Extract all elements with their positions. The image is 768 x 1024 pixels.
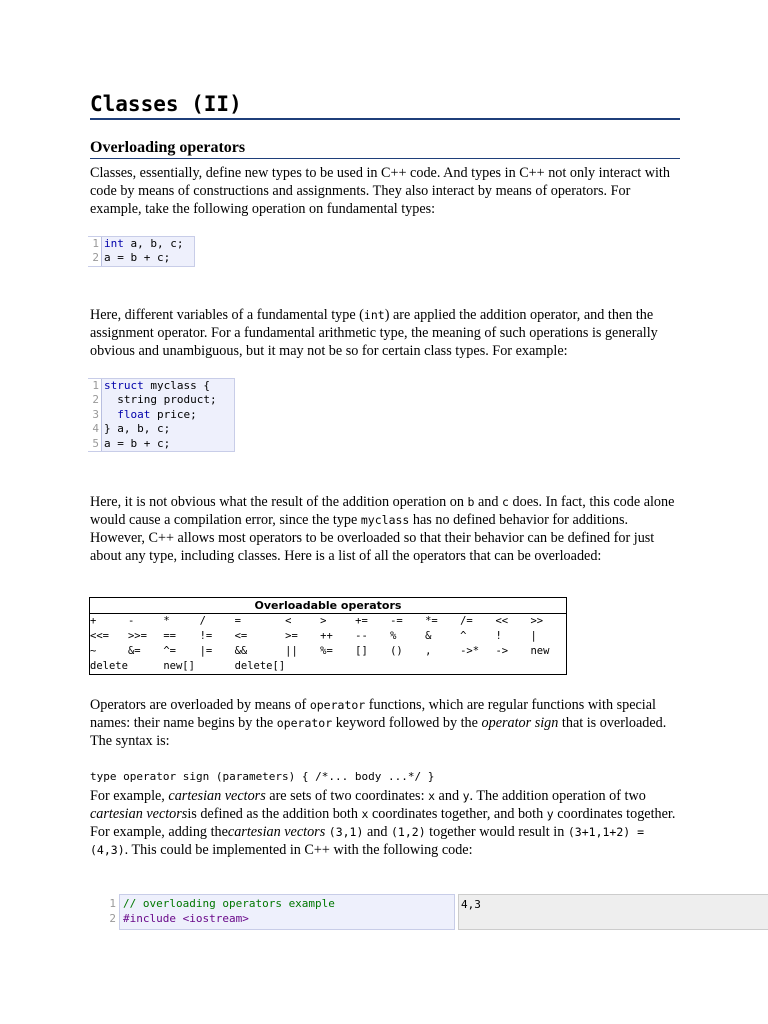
- line-number: 1: [92, 379, 99, 392]
- code-frame: [88, 378, 235, 452]
- text: . The addition operation of two: [469, 788, 646, 804]
- line-number: 2: [109, 912, 116, 925]
- line-numbers: [100, 896, 116, 926]
- inline-code: int: [363, 308, 385, 322]
- emphasis: operator sign: [481, 715, 559, 731]
- table-cell: --: [355, 630, 368, 642]
- table-cell: []: [355, 645, 368, 657]
- text: Operators are overloaded by means of: [90, 697, 310, 713]
- title-rule: [90, 118, 680, 120]
- text: keyword followed by the: [332, 715, 482, 731]
- text: that is overloaded. The syntax is:: [90, 715, 667, 749]
- paragraph-intro: Classes, essentially, define new types to be used in C++ code. And types in C++ not only interact with code by means of constructions and assignments. They also interact by means of operators. For example, take the following operation on fundamental types:: [90, 165, 670, 217]
- table-cell: [530, 659, 566, 674]
- table-cell: +: [90, 615, 97, 627]
- table-cell: [355, 659, 390, 674]
- table-cell: !: [495, 630, 502, 642]
- table-header: Overloadable operators: [90, 598, 566, 614]
- table-cell: >>=: [127, 630, 147, 642]
- text: together would result in: [425, 824, 568, 840]
- section-title: Overloading operators: [90, 139, 246, 156]
- table-cell: <: [285, 615, 292, 627]
- table-cell: new: [530, 645, 550, 657]
- line-number: 1: [92, 237, 99, 250]
- table-cell: /: [199, 615, 206, 627]
- table-row: [90, 614, 566, 630]
- code-line: a = b + c;: [101, 251, 194, 265]
- keyword: struct: [104, 379, 144, 392]
- table-cell: >: [320, 615, 327, 627]
- inline-code: x: [428, 789, 435, 803]
- table-cell: =: [234, 615, 241, 627]
- inline-code: (3,1): [328, 825, 364, 839]
- code-line: } a, b, c;: [101, 422, 234, 436]
- line-number: 5: [92, 436, 99, 450]
- keyword: int: [104, 237, 124, 250]
- table-cell: |: [530, 630, 537, 642]
- text: and: [474, 494, 503, 510]
- paragraph-fundamental: [90, 306, 680, 360]
- text: Here, it is not obvious what the result of the addition operation on: [90, 494, 468, 510]
- inline-code: (1,2): [391, 825, 426, 839]
- table-cell: [495, 659, 530, 674]
- table-cell: delete[]: [234, 660, 286, 672]
- code-line: struct myclass {: [101, 379, 234, 393]
- paragraph-cartesian: [90, 787, 680, 859]
- section-rule: [90, 158, 680, 159]
- table-cell: %=: [320, 645, 333, 657]
- table-cell: ->: [495, 645, 509, 657]
- inline-code: (3+1,1+2) = (4,3): [90, 825, 645, 857]
- table-cell: [320, 659, 355, 674]
- text: coordinates together, and both: [368, 806, 547, 822]
- line-number: 3: [92, 407, 99, 421]
- code-frame: [88, 236, 195, 267]
- table-cell: ~: [90, 645, 97, 657]
- text: For example,: [90, 788, 169, 804]
- syntax-line: type operator sign (parameters) { /*... body ...*/ }: [90, 770, 435, 783]
- code-comment-line: // overloading operators example: [123, 897, 335, 910]
- table-row: [90, 629, 566, 644]
- table-row: [90, 659, 566, 674]
- line-number: 2: [92, 393, 99, 407]
- keyword: float: [117, 407, 151, 421]
- text: are sets of two coordinates:: [265, 788, 429, 804]
- table-cell: ->*: [460, 645, 480, 657]
- text: functions, which are regular functions with special names: their name begins by the: [90, 697, 656, 731]
- table-cell: ||: [285, 645, 298, 657]
- table-cell: ++: [320, 630, 333, 642]
- table-cell: [200, 659, 235, 674]
- table-cell: /=: [460, 615, 473, 627]
- line-number: 4: [92, 422, 99, 436]
- line-number: 2: [92, 251, 99, 265]
- code-include-line: #include <iostream>: [123, 912, 249, 925]
- table-cell: [460, 659, 495, 674]
- code-line: float price;: [101, 408, 234, 422]
- table-cell: [128, 659, 163, 674]
- text: does. In fact, this code alone would cause a compilation error, since the type: [90, 494, 675, 528]
- emphasis: cartesian vectors: [227, 824, 326, 840]
- example-code-panel: [100, 894, 454, 928]
- table-cell: [390, 659, 425, 674]
- table-body: [90, 614, 566, 675]
- code-line: int a, b, c;: [101, 237, 194, 251]
- table-cell: >>: [530, 615, 544, 627]
- output-text: 4,3: [461, 898, 481, 911]
- table-cell: [425, 659, 460, 674]
- table-cell: <<: [495, 615, 509, 627]
- table-cell: <=: [234, 630, 248, 642]
- table-cell: &: [425, 630, 432, 642]
- table-cell: (): [390, 645, 403, 657]
- text: coordinates together. For example, adding the: [90, 806, 676, 840]
- table-cell: ==: [163, 630, 176, 642]
- table-cell: %: [390, 630, 397, 642]
- inline-code: myclass: [360, 513, 410, 527]
- paragraph-operator-functions: [90, 696, 680, 750]
- inline-code: b: [467, 495, 475, 509]
- table-cell: >=: [285, 630, 298, 642]
- page-title: Classes (II): [90, 92, 242, 116]
- inline-code: c: [502, 495, 509, 509]
- inline-code: y: [546, 807, 554, 821]
- table-row: [90, 644, 566, 659]
- table-cell: !=: [199, 630, 213, 642]
- inline-code: operator: [276, 716, 333, 730]
- table-cell: -=: [390, 615, 403, 627]
- inline-code: x: [361, 807, 369, 821]
- table-cell: +=: [355, 615, 368, 627]
- table-cell: &=: [127, 645, 141, 657]
- table-cell: [285, 659, 320, 674]
- text: . This could be implemented in C++ with the following code:: [124, 842, 473, 858]
- inline-code: y: [462, 789, 470, 803]
- table-cell: *=: [425, 615, 438, 627]
- example-output-panel: [458, 894, 768, 930]
- text: is defined as the addition both: [187, 806, 362, 822]
- table-cell: new[]: [163, 660, 195, 672]
- code-block-struct: [88, 378, 235, 452]
- code-line: a = b + c;: [101, 437, 234, 451]
- code-line: string product;: [101, 393, 234, 407]
- table-cell: &&: [234, 645, 248, 657]
- table-cell: |=: [199, 645, 213, 657]
- text: and: [363, 824, 391, 840]
- table-cell: ^=: [163, 645, 176, 657]
- inline-code: operator: [309, 698, 366, 712]
- text: has no defined behavior for additions. However, C++ allows most operators to be overloaded so that their behavior can be defined for just about any type, including classes. Here is a list of all the operators that can be overloaded:: [90, 512, 655, 564]
- table-cell: ^: [460, 630, 467, 642]
- table-cell: ,: [425, 645, 432, 657]
- line-number: 1: [109, 897, 116, 910]
- code-block-fundamental: [88, 236, 195, 267]
- operators-table: [90, 598, 566, 674]
- emphasis: cartesian vectors: [168, 788, 266, 804]
- table-cell: -: [127, 615, 135, 627]
- text: ) are applied the addition operator, and then the assignment operator. For a fundamental arithmetic type, the meaning of such operations is generally obvious and unambiguous, but it may not be so for certain class types. For example:: [90, 307, 658, 359]
- table-cell: <<=: [90, 630, 109, 642]
- text: Here, different variables of a fundamental type (: [90, 307, 364, 323]
- emphasis: cartesian vectors: [90, 806, 188, 822]
- paragraph-overloadable: [90, 493, 680, 565]
- table-cell: delete: [90, 660, 128, 672]
- table-cell: *: [163, 615, 170, 627]
- text: and: [435, 788, 463, 804]
